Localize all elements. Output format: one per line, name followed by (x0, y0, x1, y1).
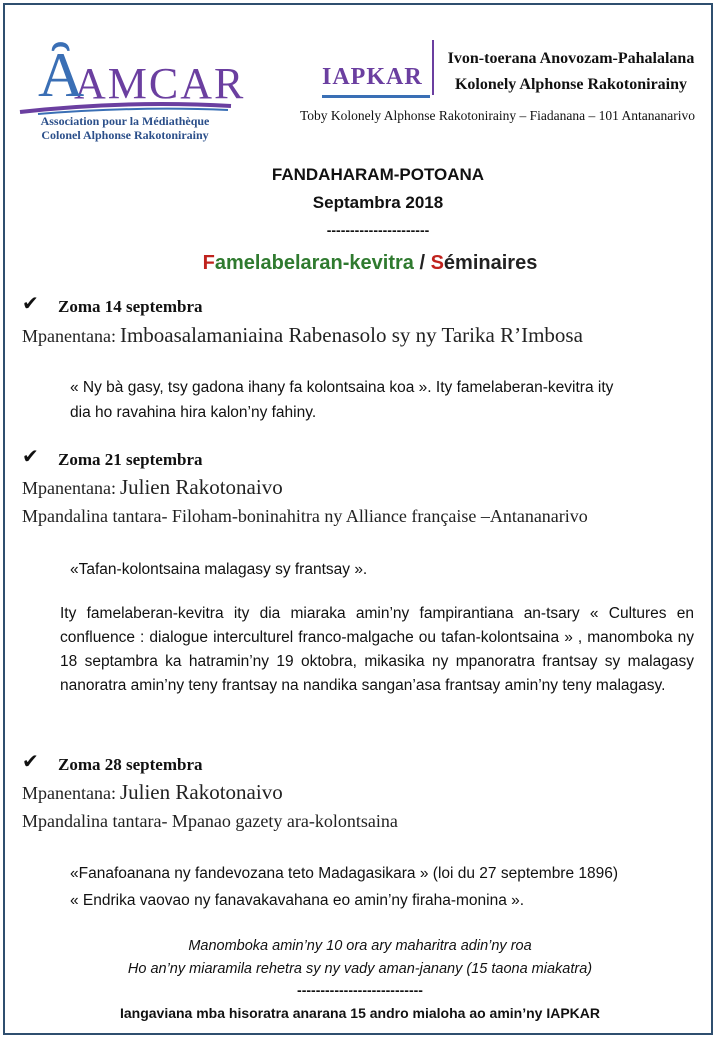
event-date: Zoma 28 septembra (58, 755, 203, 774)
header-divider (432, 40, 434, 95)
heading-initial-s: S (430, 252, 444, 274)
iapkar-logo-underline (322, 95, 430, 98)
heading-part-2: éminaires (443, 252, 538, 274)
event-speaker-role: Mpandalina tantara- Filoham-boninahitra ny Alliance française –Antananarivo (22, 506, 588, 526)
checkmark-icon: ✔ (22, 751, 39, 773)
checkmark-icon: ✔ (22, 293, 39, 315)
event-quote-line1: « Ny bà gasy, tsy gadona ihany fa kolontsaina koa ». Ity famelaberan-kevitra ity (70, 379, 614, 396)
institution-address: Toby Kolonely Alphonse Rakotonirainy – Fiadanana – 101 Antananarivo (300, 108, 695, 123)
speaker-name: Imboasalamaniaina Rabenasolo sy ny Tarika R’Imbosa (119, 323, 583, 347)
title-divider: ---------------------- (326, 222, 430, 238)
event-quote-line2: « Endrika vaovao ny fanavakavahana eo amin’ny firaha-monina ». (70, 892, 525, 909)
audience-note: Ho an’ny miaramila rehetra sy ny vady aman-janany (15 taona miakatra) (127, 961, 593, 977)
event-quote: «Tafan-kolontsaina malagasy sy frantsay ». (70, 561, 368, 578)
institution-name-line2: Kolonely Alphonse Rakotonirainy (454, 76, 688, 93)
speaker-label: Mpanentana: (22, 326, 116, 346)
heading-slash: / (413, 252, 431, 274)
heading-part-1: amelabelaran-kevitra (214, 252, 414, 274)
event-quote-line2: dia ho ravahina hira kalon’ny fahiny. (70, 404, 317, 421)
speaker-label: Mpanentana: (22, 478, 116, 498)
page-subtitle-month: Septambra 2018 (312, 193, 444, 212)
event-speaker-role: Mpandalina tantara- Mpanao gazety ara-kolontsaina (22, 811, 398, 831)
institution-name-line1: Ivon-toerana Anovozam-Pahalalana (447, 50, 695, 67)
speaker-name: Julien Rakotonaivo (119, 475, 283, 499)
amcar-subtitle-line1: Association pour la Médiathèque (40, 114, 210, 128)
event-speaker (22, 475, 283, 500)
event-speaker (22, 323, 583, 348)
schedule-note: Manomboka amin’ny 10 ora ary maharitra adin’ny roa (188, 938, 532, 954)
amcar-logo-glyph: Ȃ (38, 39, 87, 110)
event-date: Zoma 14 septembra (58, 297, 203, 316)
amcar-logo-word: AMCAR (74, 59, 246, 108)
event-description: Ity famelaberan-kevitra ity dia miaraka amin’ny fampirantiana an-tsary « Cultures en confluence : dialogue interculturel franco-malgache ou tafan-kolontsaina » , manomboka ny 18 septambra ka hatramin’ny 19 oktobra, mikasika ny mpanoratra frantsay sy malagasy nanoratra amin’ny teny frantsay na nandika sangan’asa frantsay amin’ny teny malagasy. (60, 605, 694, 694)
speaker-label: Mpanentana: (22, 783, 116, 803)
registration-notice: Iangaviana mba hisoratra anarana 15 andro mialoha ao amin’ny IAPKAR (119, 1005, 601, 1021)
event-date: Zoma 21 septembra (58, 450, 203, 469)
section-heading (0, 252, 720, 275)
amcar-subtitle-line2: Colonel Alphonse Rakotonirainy (41, 128, 209, 142)
speaker-name: Julien Rakotonaivo (119, 780, 283, 804)
checkmark-icon: ✔ (22, 446, 39, 468)
event-speaker (22, 780, 283, 805)
page-title: FANDAHARAM-POTOANA (271, 165, 485, 184)
iapkar-logo: IAPKAR (322, 64, 423, 90)
event-quote-line1: «Fanafoanana ny fandevozana teto Madagasikara » (loi du 27 septembre 1896) (70, 865, 619, 882)
footer-divider: --------------------------- (297, 982, 423, 998)
heading-initial-f: F (202, 252, 215, 274)
